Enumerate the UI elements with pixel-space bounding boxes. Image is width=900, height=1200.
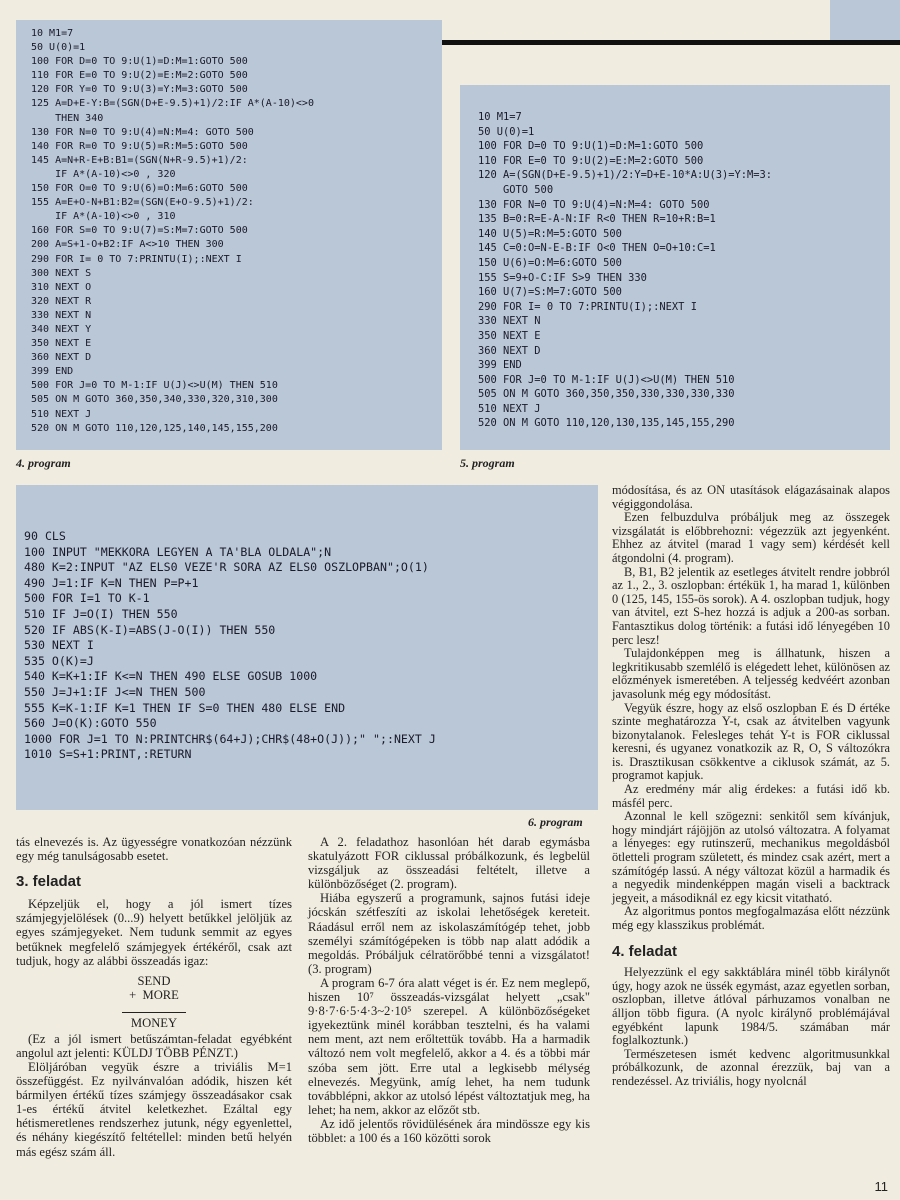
code-line: 520 IF ABS(K-I)=ABS(J-O(I)) THEN 550	[24, 622, 276, 637]
code-line: 160 FOR S=0 TO 9:U(7)=S:M=7:GOTO 500	[31, 225, 248, 237]
code-line: 10 M1=7	[478, 111, 522, 123]
code-line: IF A*(A-10)<>0 , 310	[31, 211, 176, 223]
code-line: 540 K=K+1:IF K<=N THEN 490 ELSE GOSUB 1000	[24, 669, 318, 684]
sum-line: + MORE	[129, 987, 179, 1002]
section-heading-4: 4. feladat	[612, 942, 678, 960]
code-line: 530 NEXT I	[24, 638, 94, 653]
code-line: 140 U(5)=R:M=5:GOTO 500	[478, 227, 622, 240]
code-line: 135 B=0:R=E-A-N:IF R<0 THEN R=10+R:B=1	[478, 213, 716, 226]
paragraph: módosítása, és az ON utasítások elágazásainak alapos végiggondolása.	[612, 483, 890, 511]
code-line: 555 K=K-1:IF K=1 THEN IF S=0 THEN 480 ELSE END	[24, 700, 346, 715]
code-line: 510 NEXT J	[478, 402, 541, 415]
code-line: 360 NEXT D	[478, 344, 541, 357]
code-line: 350 NEXT E	[31, 338, 92, 350]
code-line: 320 NEXT R	[31, 295, 92, 307]
code-line: 50 U(0)=1	[31, 42, 86, 54]
code-line: 155 A=E+O-N+B1:B2=(SGN(E+O-9.5)+1)/2:	[31, 197, 254, 209]
code-line: 360 NEXT D	[31, 352, 92, 364]
program-6-listing	[16, 485, 598, 810]
code-line: THEN 340	[31, 112, 104, 124]
code-line: 480 K=2:INPUT "AZ ELS0 VEZE'R SORA AZ ELS0 OSZLOPBAN";O(1)	[24, 560, 429, 575]
top-banner-strip	[830, 0, 900, 40]
code-line: 90 CLS	[24, 529, 66, 543]
paragraph: tás elnevezés is. Az ügyességre vonatkozóan nézzünk egy még tanulságosabb esetet.	[16, 835, 292, 864]
program-4-caption: 4. program	[16, 456, 71, 470]
code-line: 10 M1=7	[31, 28, 74, 39]
paragraph: (Ez a jól ismert betűszámtan-feladat egyébként angolul azt jelenti: KÜLDJ TÖBB PÉNZT.)	[16, 1031, 292, 1060]
paragraph: Az algoritmus pontos megfogalmazása előtt nézzünk még egy klasszikus problémát.	[612, 904, 890, 932]
code-line: 120 FOR Y=0 TO 9:U(3)=Y:M=3:GOTO 500	[31, 84, 248, 96]
code-line: 110 FOR E=0 TO 9:U(2)=E:M=2:GOTO 500	[478, 154, 704, 167]
code-line: 560 J=O(K):GOTO 550	[24, 716, 157, 731]
code-line: 100 FOR D=0 TO 9:U(1)=D:M=1:GOTO 500	[31, 56, 248, 68]
middle-column	[308, 835, 590, 1145]
code-line: 505 ON M GOTO 360,350,340,330,320,310,300	[31, 394, 278, 406]
code-line: 160 U(7)=S:M=7:GOTO 500	[478, 286, 622, 299]
right-column	[612, 484, 890, 1089]
program-5-caption: 5. program	[460, 456, 515, 470]
program-4-listing	[16, 20, 442, 450]
code-line: 399 END	[31, 366, 74, 378]
code-line: 310 NEXT O	[31, 281, 92, 293]
code-line: 330 NEXT N	[478, 315, 541, 328]
left-column	[16, 835, 292, 1159]
code-line: GOTO 500	[478, 183, 554, 196]
sum-line: SEND	[137, 973, 171, 988]
code-line: 490 J=1:IF K=N THEN P=P+1	[24, 575, 199, 590]
money-sum	[16, 974, 292, 1030]
code-line: 290 FOR I= 0 TO 7:PRINTU(I);:NEXT I	[478, 300, 697, 313]
code-line: 155 S=9+O-C:IF S>9 THEN 330	[478, 271, 647, 284]
code-line: 535 O(K)=J	[24, 653, 94, 668]
paragraph: Azonnal le kell szögezni: senkitől sem kívánjuk, hogy mindjárt rájöjjön az utolsó változatra. A folyamat a lényeges: egy rutinszerű, mechanikus megoldásból ötletteli program született, és mindez csak azért, mert a számítógép lassú. A négy változat közül a harmadik és a negyedik mindenképpen magán viseli a backtrack jegyeit, a másodiknál ez egy kicsit vitatható.	[612, 809, 890, 905]
paragraph: Helyezzünk el egy sakktáblára minél több királynőt úgy, hogy azok ne üssék egymást, azaz egyetlen sorban, oszlopban, illetve átlóval párhuzamos vonalban ne álljon több figura. (A nyolc királynő problémájával egyébként lapunk 1984/5. számában már foglalkoztunk.)	[612, 965, 890, 1048]
code-line: 130 FOR N=0 TO 9:U(4)=N:M=4: GOTO 500	[31, 126, 254, 138]
code-line: 100 INPUT "MEKKORA LEGYEN A TA'BLA OLDALA";N	[24, 544, 332, 559]
page-number: 11	[874, 1179, 888, 1194]
code-line: IF A*(A-10)<>0 , 320	[31, 168, 176, 180]
code-line: 550 J=J+1:IF J<=N THEN 500	[24, 684, 206, 699]
code-line: 500 FOR I=1 TO K-1	[24, 591, 150, 606]
program-6-caption: 6. program	[528, 815, 583, 829]
sum-rule	[122, 1012, 186, 1013]
code-line: 500 FOR J=0 TO M-1:IF U(J)<>U(M) THEN 510	[478, 373, 735, 386]
paragraph: B, B1, B2 jelentik az esetleges átvitelt rendre jobbról az 1., 2., 3. oszlopban: értékük 1, ha marad 1, különben 0 (125, 145, 155-ös sorok). A 4. oszlopban tudjuk, hogy van átvitel, ezt S-hez hozzá is adjuk a 200-as sorban. Fantasztikus dolog történik: a futási idő lényegében 10 perc lesz!	[612, 564, 890, 647]
code-line: 150 U(6)=O:M=6:GOTO 500	[478, 256, 622, 269]
paragraph: A program 6-7 óra alatt véget is ér. Ez nem meglepő, hiszen 10⁷ összeadás-vizsgálat helyett „csak" 9·8·7·6·5·4·3~2·10⁵ szerepel. A különbözőségeket igyekeztünk minél korábban tesztelni, és ha valami nem ment, azt nem erőltettük tovább. Ha a harmadik változó nem volt megfelelő, akkor a 4. és a többi már szóba sem jött. Erre utal a legkisebb mélység elnevezés. Megyünk, amíg lehet, ha nem tudunk továbblépni, akkor az utolsó lépést változtatjuk meg, ha lehet; ha nem, akkor az előzőt stb.	[308, 975, 590, 1117]
code-line: 100 FOR D=0 TO 9:U(1)=D:M=1:GOTO 500	[478, 140, 704, 153]
section-heading-3: 3. feladat	[16, 873, 82, 891]
paragraph: Ezen felbuzdulva próbáljuk meg az összegek vizsgálatát is előbbrehozni: végezzük azt jegyenként. Ehhez az átvitel (marad 1 vagy sem) kérdését kell átgondolni (4. program).	[612, 510, 890, 565]
code-line: 500 FOR J=0 TO M-1:IF U(J)<>U(M) THEN 510	[31, 380, 278, 392]
code-line: 510 IF J=O(I) THEN 550	[24, 606, 178, 621]
code-line: 1000 FOR J=1 TO N:PRINTCHR$(64+J);CHR$(48+O(J));" ";:NEXT J	[24, 731, 436, 746]
paragraph: Elöljáróban vegyük észre a triviális M=1 összefüggést. Ez nyilvánvalóan adódik, hiszen két bármilyen értékű tízes számjegy összeadásakor csak 1-es értékű átvitel keletkezhet. Ezáltal egy hétismeretlenes rendszerhez jutunk, négy egyenlettel, és néhány kiegészítő feltétellel: minden betű helyén más egész szám áll.	[16, 1059, 292, 1159]
code-line: 145 C=0:O=N-E-B:IF O<0 THEN O=O+10:C=1	[478, 242, 716, 255]
code-line: 120 A=(SGN(D+E-9.5)+1)/2:Y=D+E-10*A:U(3)=Y:M=3:	[478, 169, 773, 182]
code-line: 350 NEXT E	[478, 329, 541, 342]
code-line: 130 FOR N=0 TO 9:U(4)=N:M=4: GOTO 500	[478, 198, 710, 211]
paragraph: Vegyük észre, hogy az első oszlopban E és D értéke szinte meghatározza Y-t, csak az átvitelben vagyunk bizonytalanok. Felesleges tehát Y-t is FOR ciklussal keresni, és ugyanez vonatkozik az R, O, S változókra is. Drasztikusan csökkentve a ciklusok számát, az 5. programot kapjuk.	[612, 700, 890, 783]
paragraph: Képzeljük el, hogy a jól ismert tízes számjegyjelölések (0...9) helyett betűkkel jelöljük az egyes számjegyeket. Nem tudunk semmit az egyes betűknek megfelelő számjegyek értékéről, csak azt tudjuk, hogy az alábbi összeadás igaz:	[16, 897, 292, 968]
code-line: 340 NEXT Y	[31, 323, 92, 335]
code-line: 399 END	[478, 359, 522, 372]
code-line: 150 FOR O=0 TO 9:U(6)=O:M=6:GOTO 500	[31, 183, 248, 195]
code-line: 200 A=S+1-O+B2:IF A<>10 THEN 300	[31, 239, 224, 251]
sum-line: MONEY	[130, 1015, 178, 1030]
code-line: 140 FOR R=0 TO 9:U(5)=R:M=5:GOTO 500	[31, 140, 248, 152]
paragraph: Az eredmény már alig érdekes: a futási idő kb. másfél perc.	[612, 782, 890, 810]
code-line: 505 ON M GOTO 360,350,350,330,330,330,330	[478, 388, 735, 401]
code-line: 1010 S=S+1:PRINT,:RETURN	[24, 747, 192, 762]
paragraph: A 2. feladathoz hasonlóan hét darab egymásba skatulyázott FOR ciklussal próbálkozunk, és legbelül vizsgáljuk az összeadási feltételt, illetve a különbözőséget (2. program).	[308, 835, 590, 892]
paragraph: Tulajdonképpen meg is állhatunk, hiszen a legkritikusabb szemlélő is elégedett lehet, különösen az előzmények ismeretében. A teljesség kedvéért azonban javasolunk még egy módosítást.	[612, 646, 890, 701]
header-rule	[442, 40, 900, 45]
code-line: 290 FOR I= 0 TO 7:PRINTU(I);:NEXT I	[31, 253, 242, 265]
code-line: 510 NEXT J	[31, 408, 92, 420]
code-line: 520 ON M GOTO 110,120,125,140,145,155,200	[31, 422, 278, 434]
code-line: 50 U(0)=1	[478, 125, 535, 138]
paragraph: Az idő jelentős rövidülésének ára mindössze egy kis többlet: a 100 és a 160 közötti sorok	[308, 1116, 590, 1145]
program-5-listing	[460, 85, 890, 450]
code-line: 300 NEXT S	[31, 267, 92, 279]
code-line: 145 A=N+R-E+B:B1=(SGN(N+R-9.5)+1)/2:	[31, 154, 248, 166]
code-line: 110 FOR E=0 TO 9:U(2)=E:M=2:GOTO 500	[31, 70, 248, 82]
code-line: 330 NEXT N	[31, 309, 92, 321]
paragraph: Hiába egyszerű a programunk, sajnos futási ideje jócskán szétfeszíti az iskolai lehetőségek kereteit. Ráadásul erről nem az iskolaszámítógép tehet, jobb személyi számítógépeken is több nap alatt adódik a megoldás. Próbáljuk célratörőbbé tenni a vizsgálatot! (3. program)	[308, 891, 590, 976]
paragraph: Természetesen ismét kedvenc algoritmusunkkal próbálkozunk, de azonnal érezzük, baj van a rendezéssel. Az triviális, hogy nyolcnál	[612, 1046, 890, 1088]
code-line: 520 ON M GOTO 110,120,130,135,145,155,290	[478, 417, 735, 430]
code-line: 125 A=D+E-Y:B=(SGN(D+E-9.5)+1)/2:IF A*(A-10)<>0	[31, 98, 314, 110]
